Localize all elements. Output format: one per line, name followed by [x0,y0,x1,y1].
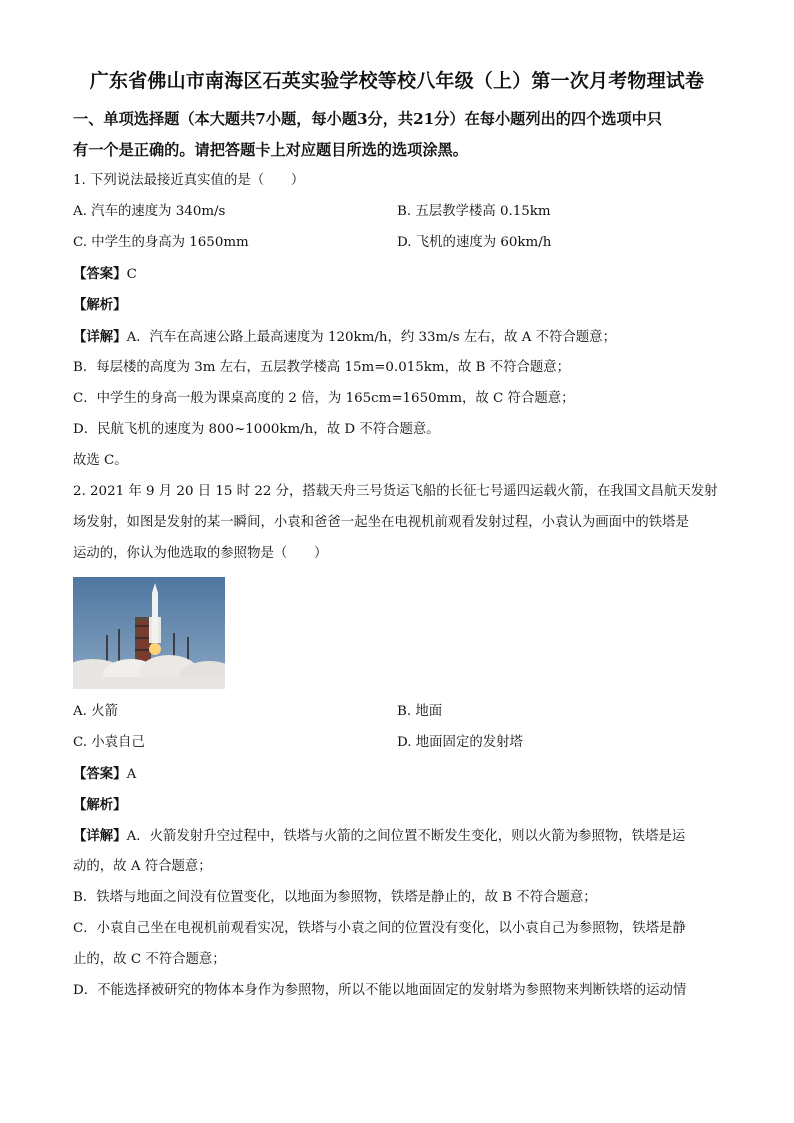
rocket-launch-photo [73,577,225,689]
q1-detail-c: C．中学生的身高一般为课桌高度的 2 倍，为 165cm=1650mm，故 C 符合题意； [73,391,575,406]
q1-answer-tag: 【答案】 [73,266,127,282]
q1-detail-tag: 【详解】 [73,329,127,345]
q2-answer-tag: 【答案】 [73,766,127,782]
q1-answer [73,265,137,284]
q1-option-c: C. 中学生的身高为 1650mm [73,235,249,250]
q2-stem-line1: 2. 2021 年 9 月 20 日 15 时 22 分，搭载天舟三号货运飞船的长征七号遥四运载火箭，在我国文昌航天发射 [73,484,718,499]
section-heading-line2: 有一个是正确的。请把答题卡上对应题目所选的选项涂黑。 [73,141,468,159]
q2-option-d: D. 地面固定的发射塔 [397,735,523,750]
q1-stem: 1. 下列说法最接近真实值的是（ ） [73,173,305,188]
rocket-launch-photo-icon [73,577,225,689]
q2-answer [73,765,136,784]
q1-answer-value: C [126,267,137,282]
q2-detail-a-text: A．火箭发射升空过程中，铁塔与火箭的之间位置不断发生变化，则以火箭为参照物，铁塔是运 [126,829,686,844]
page-title: 广东省佛山市南海区石英实验学校等校八年级（上）第一次月考物理试卷 [89,70,705,92]
q2-option-b: B. 地面 [397,704,443,719]
q2-detail-tag: 【详解】 [73,828,127,844]
q1-option-a: A. 汽车的速度为 340m/s [73,204,226,219]
q1-analysis-tag: 【解析】 [73,297,127,313]
q2-detail-c-line1: C．小袁自己坐在电视机前观看实况，铁塔与小袁之间的位置没有变化，以小袁自己为参照物，铁塔是静 [73,921,686,936]
q2-stem-line3: 运动的，你认为他选取的参照物是（ ） [73,546,328,561]
q2-stem-line2: 场发射，如图是发射的某一瞬间，小袁和爸爸一起坐在电视机前观看发射过程，小袁认为画面中的铁塔是 [73,515,689,530]
q1-detail-d: D．民航飞机的速度为 800~1000km/h，故 D 不符合题意。 [73,422,440,437]
q1-conclusion: 故选 C。 [73,453,128,468]
q1-detail-b: B．每层楼的高度为 3m 左右，五层教学楼高 15m=0.015km，故 B 不符合题意； [73,360,571,375]
q2-detail-d: D．不能选择被研究的物体本身作为参照物，所以不能以地面固定的发射塔为参照物来判断铁塔的运动情 [73,983,687,998]
q2-option-a: A. 火箭 [73,704,118,719]
section-heading-line1: 一、单项选择题（本大题共7小题，每小题3分，共21分）在每小题列出的四个选项中只 [73,110,663,128]
q1-option-b: B. 五层教学楼高 0.15km [397,204,551,219]
q1-option-d: D. 飞机的速度为 60km/h [397,235,552,250]
q2-detail-b: B．铁塔与地面之间没有位置变化，以地面为参照物，铁塔是静止的，故 B 不符合题意； [73,890,597,905]
q2-option-c: C. 小袁自己 [73,735,145,750]
q2-detail-a-line2: 动的，故 A 符合题意； [73,859,212,874]
q1-detail-a-text: A．汽车在高速公路上最高速度为 120km/h，约 33m/s 左右，故 A 不符合题意； [126,330,616,345]
q2-analysis-tag: 【解析】 [73,797,127,813]
q2-detail-c-line2: 止的，故 C 不符合题意； [73,952,226,967]
q1-detail-a [73,328,616,347]
q2-detail-a-line1 [73,827,685,846]
q2-answer-value: A [126,767,137,782]
